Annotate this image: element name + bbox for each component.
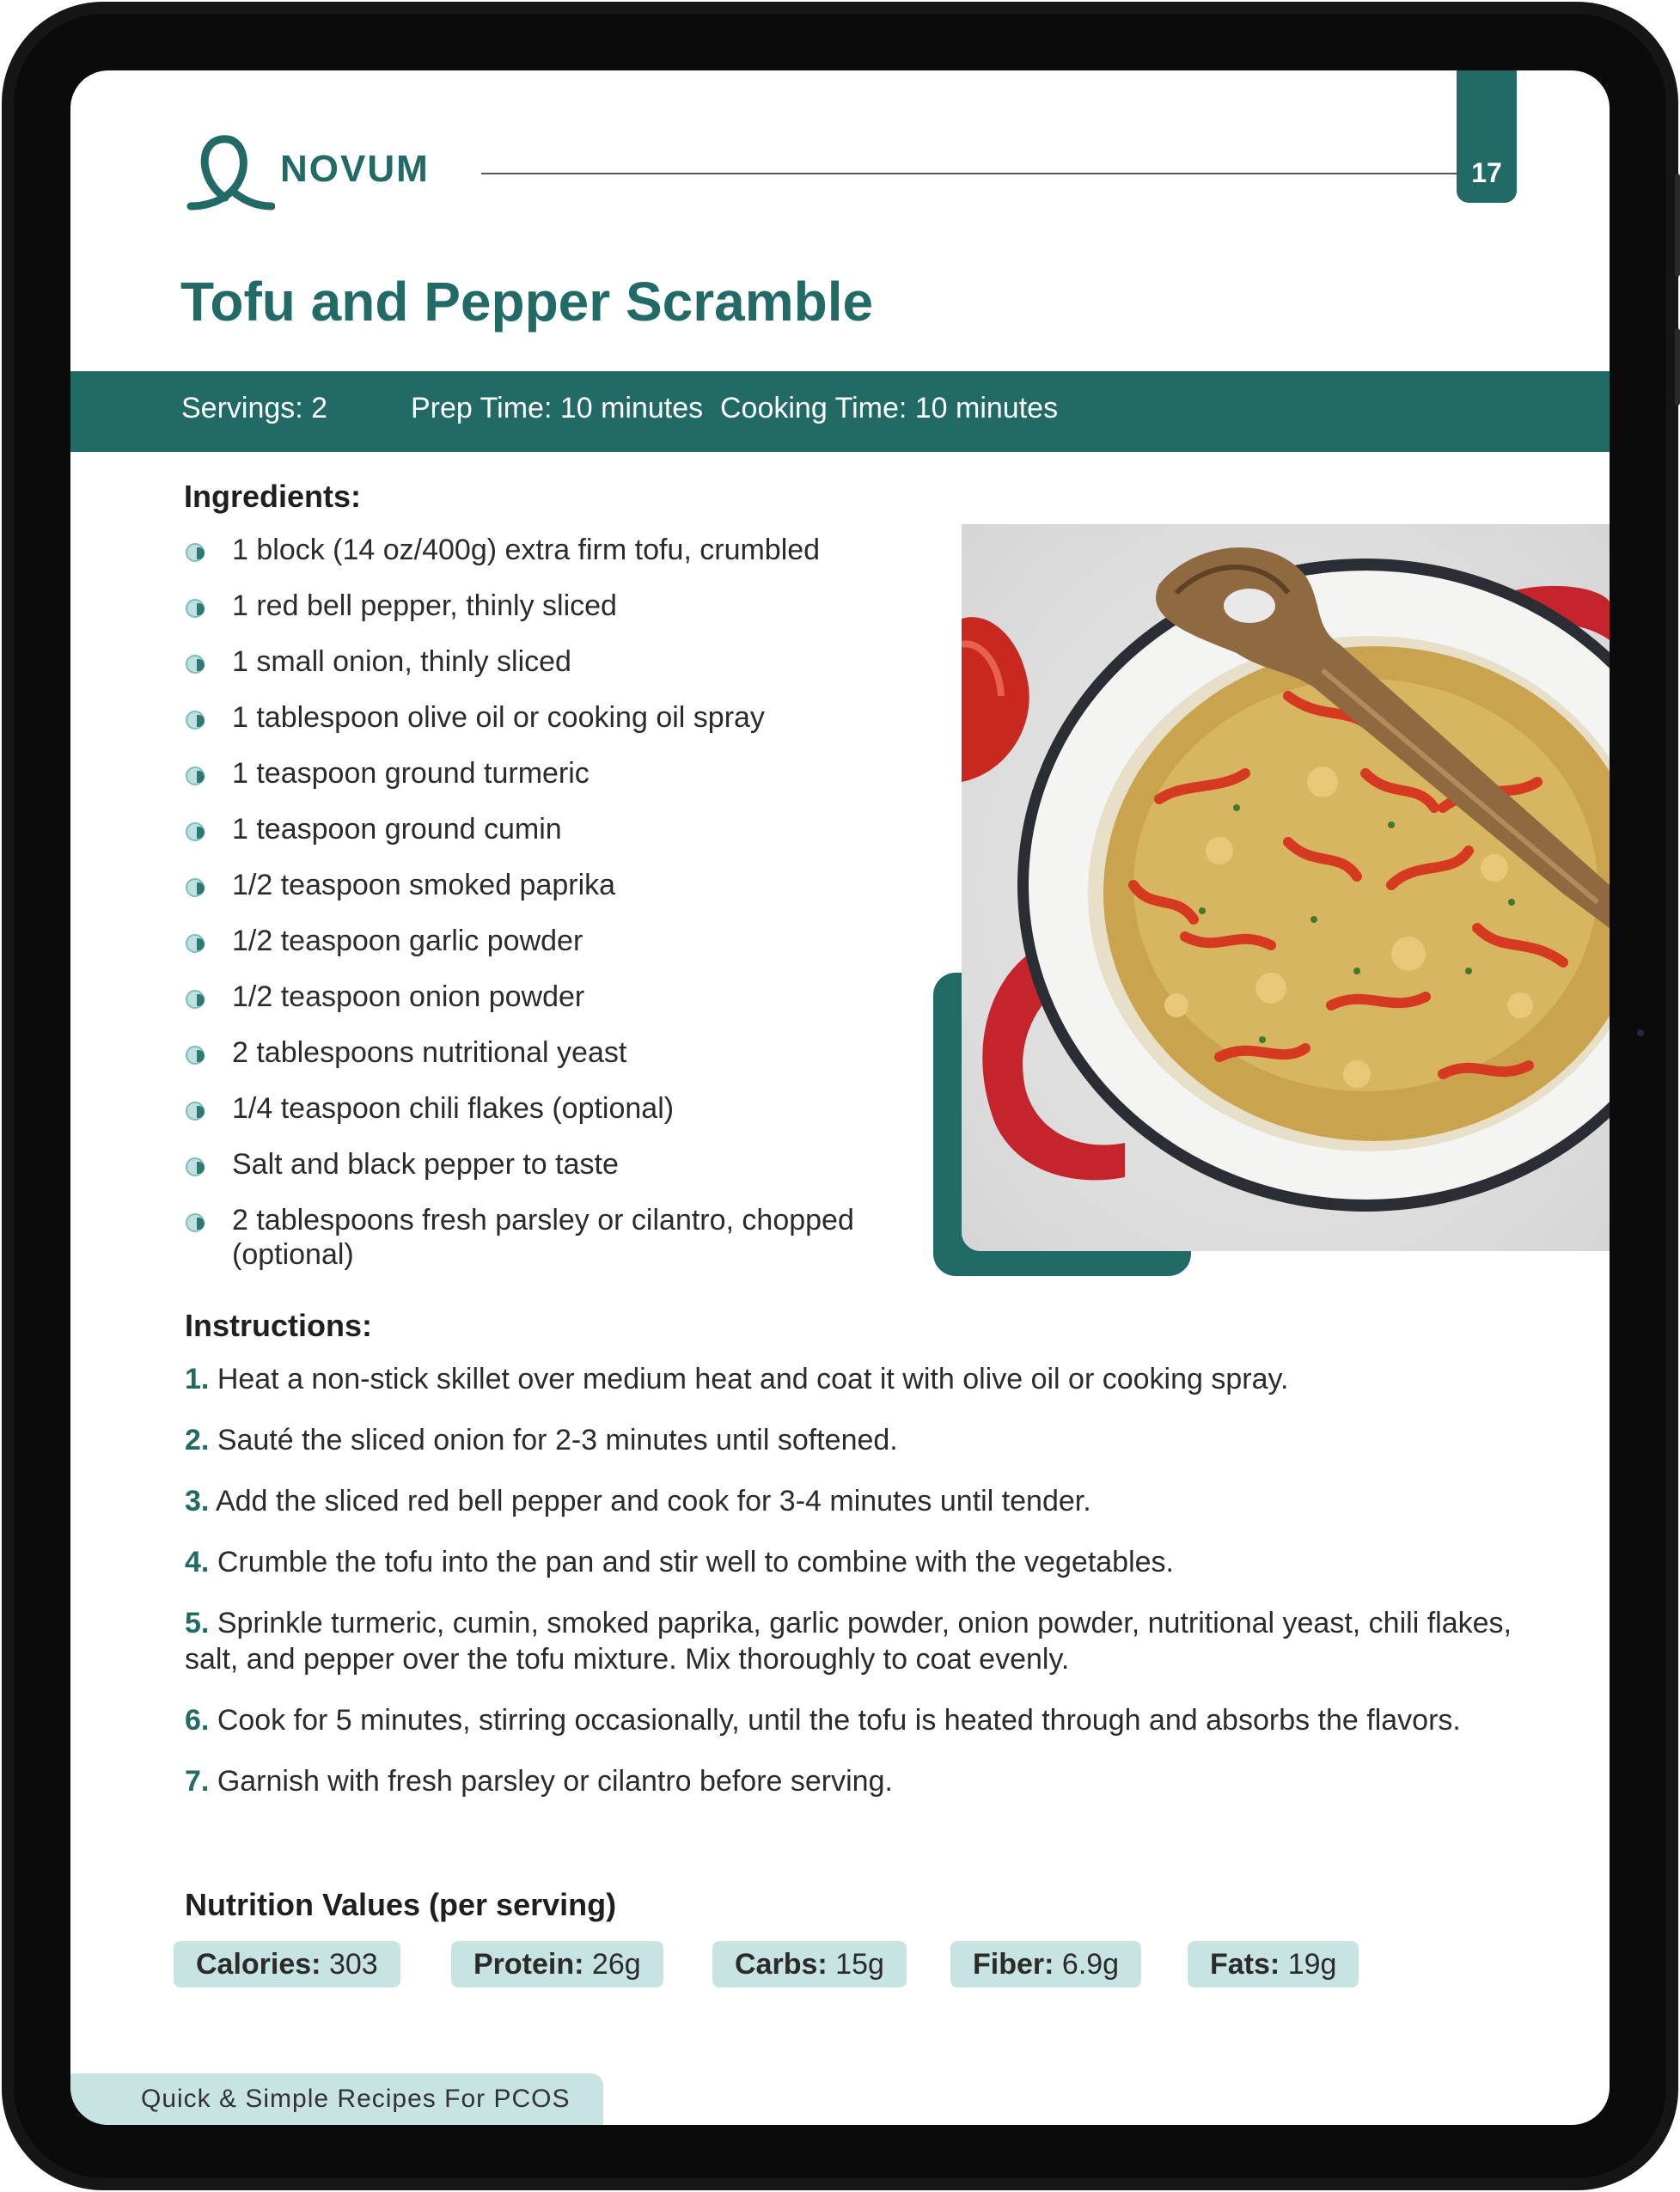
fiber-chip xyxy=(950,1941,1141,1987)
step-number: 4. xyxy=(185,1546,210,1578)
brand-name: NOVUM xyxy=(280,148,430,190)
chip-value: 26g xyxy=(591,1948,641,1981)
chip-label: Calories: xyxy=(196,1948,321,1981)
tofu-scramble-image xyxy=(962,524,1610,1251)
list-item xyxy=(184,533,974,589)
step-text: Garnish with fresh parsley or cilantro before serving. xyxy=(217,1765,893,1798)
chip-label: Fats: xyxy=(1210,1948,1280,1981)
list-item xyxy=(184,756,974,812)
list-item xyxy=(184,868,974,924)
step-number: 6. xyxy=(185,1704,210,1737)
brand-logo xyxy=(180,127,447,222)
page-number: 17 xyxy=(1471,157,1502,188)
ingredient-text: 1 tablespoon olive oil or cooking oil spray xyxy=(232,701,765,734)
ingredient-text: 1/2 teaspoon onion powder xyxy=(232,980,585,1013)
list-item xyxy=(184,644,974,700)
list-item xyxy=(184,1035,974,1091)
list-item xyxy=(184,812,974,868)
list-item xyxy=(184,700,974,756)
ebook-page xyxy=(70,70,1610,2125)
list-item xyxy=(184,924,974,980)
list-item xyxy=(184,980,974,1035)
recipe-meta-band xyxy=(70,371,1610,452)
fats-chip xyxy=(1188,1941,1359,1987)
side-button xyxy=(1675,328,1680,406)
ingredient-text: Salt and black pepper to taste xyxy=(232,1148,619,1181)
step-number: 5. xyxy=(185,1607,210,1639)
page-number-tab xyxy=(1457,70,1517,203)
instructions-heading: Instructions: xyxy=(185,1308,373,1343)
bullet-icon xyxy=(186,599,205,618)
bullet-icon xyxy=(186,878,205,897)
bullet-icon xyxy=(186,1213,205,1232)
ingredients-list xyxy=(184,533,974,1280)
list-item xyxy=(184,1091,974,1147)
chip-value: 15g xyxy=(835,1948,884,1981)
bullet-icon xyxy=(186,990,205,1009)
step-number: 7. xyxy=(185,1765,210,1798)
calories-chip xyxy=(174,1941,400,1987)
servings-info: Servings: 2 xyxy=(181,392,328,424)
bullet-icon xyxy=(186,822,205,841)
ingredient-text: 1 small onion, thinly sliced xyxy=(232,645,571,678)
bullet-icon xyxy=(186,543,205,562)
instruction-step xyxy=(185,1605,1525,1677)
list-item xyxy=(184,1203,974,1280)
bullet-icon xyxy=(186,1102,205,1120)
list-item xyxy=(184,589,974,644)
bullet-icon xyxy=(186,711,205,730)
instruction-step xyxy=(185,1422,1525,1458)
instruction-step xyxy=(185,1361,1525,1397)
carbs-chip xyxy=(712,1941,907,1987)
ingredient-text: 2 tablespoons nutritional yeast xyxy=(232,1036,627,1069)
ingredient-text: 1/4 teaspoon chili flakes (optional) xyxy=(232,1092,675,1125)
bullet-icon xyxy=(186,1046,205,1065)
chip-label: Protein: xyxy=(473,1948,584,1981)
ingredient-text: 1/2 teaspoon garlic powder xyxy=(232,925,583,957)
header-rule xyxy=(481,173,1466,174)
ingredient-text: 1/2 teaspoon smoked paprika xyxy=(232,869,616,901)
cooking-time-info: Cooking Time: 10 minutes xyxy=(720,392,1059,424)
chip-label: Carbs: xyxy=(735,1948,828,1981)
step-number: 3. xyxy=(185,1485,210,1517)
camera-sensor xyxy=(1637,1029,1644,1036)
chip-value: 303 xyxy=(328,1948,378,1981)
step-number: 1. xyxy=(185,1363,210,1395)
volume-button xyxy=(1675,174,1680,277)
instruction-step xyxy=(185,1483,1525,1519)
bullet-icon xyxy=(186,1157,205,1176)
recipe-title: Tofu and Pepper Scramble xyxy=(180,271,874,333)
prep-time-info: Prep Time: 10 minutes xyxy=(411,392,704,424)
step-text: Crumble the tofu into the pan and stir well to combine with the vegetables. xyxy=(217,1546,1174,1578)
step-text: Sprinkle turmeric, cumin, smoked paprika, garlic powder, onion powder, nutritional yeast, chili flakes, salt, and pepper over the tofu mixture. Mix thoroughly to coat evenly. xyxy=(185,1607,1512,1676)
footer-book-title: Quick & Simple Recipes For PCOS xyxy=(141,2085,571,2113)
chip-label: Fiber: xyxy=(973,1948,1054,1981)
ingredient-text: 1 teaspoon ground turmeric xyxy=(232,757,590,790)
chip-value: 19g xyxy=(1287,1948,1337,1981)
ingredient-text: 1 teaspoon ground cumin xyxy=(232,813,562,846)
step-text: Add the sliced red bell pepper and cook for 3-4 minutes until tender. xyxy=(215,1485,1091,1517)
footer-tab xyxy=(70,2073,603,2125)
ingredient-text: 2 tablespoons fresh parsley or cilantro, chopped (optional) xyxy=(232,1204,854,1271)
step-text: Cook for 5 minutes, stirring occasionally, until the tofu is heated through and absorbs the flavors. xyxy=(217,1704,1461,1737)
instruction-step xyxy=(185,1544,1525,1580)
nutrition-heading: Nutrition Values (per serving) xyxy=(185,1887,617,1922)
step-text: Sauté the sliced onion for 2-3 minutes until softened. xyxy=(217,1424,898,1456)
list-item xyxy=(184,1147,974,1203)
bullet-icon xyxy=(186,934,205,953)
ingredient-text: 1 block (14 oz/400g) extra firm tofu, crumbled xyxy=(232,534,821,566)
bullet-icon xyxy=(186,655,205,674)
instruction-step xyxy=(185,1702,1525,1738)
recipe-photo xyxy=(962,524,1610,1251)
instructions-list xyxy=(185,1361,1525,1824)
bullet-icon xyxy=(186,766,205,785)
ingredients-heading: Ingredients: xyxy=(184,479,362,514)
step-text: Heat a non-stick skillet over medium heat and coat it with olive oil or cooking spray. xyxy=(217,1363,1289,1395)
chip-value: 6.9g xyxy=(1061,1948,1120,1981)
ribbon-logo-icon xyxy=(180,127,275,222)
ingredient-text: 1 red bell pepper, thinly sliced xyxy=(232,589,617,622)
step-number: 2. xyxy=(185,1424,210,1456)
instruction-step xyxy=(185,1763,1525,1799)
protein-chip xyxy=(451,1941,663,1987)
